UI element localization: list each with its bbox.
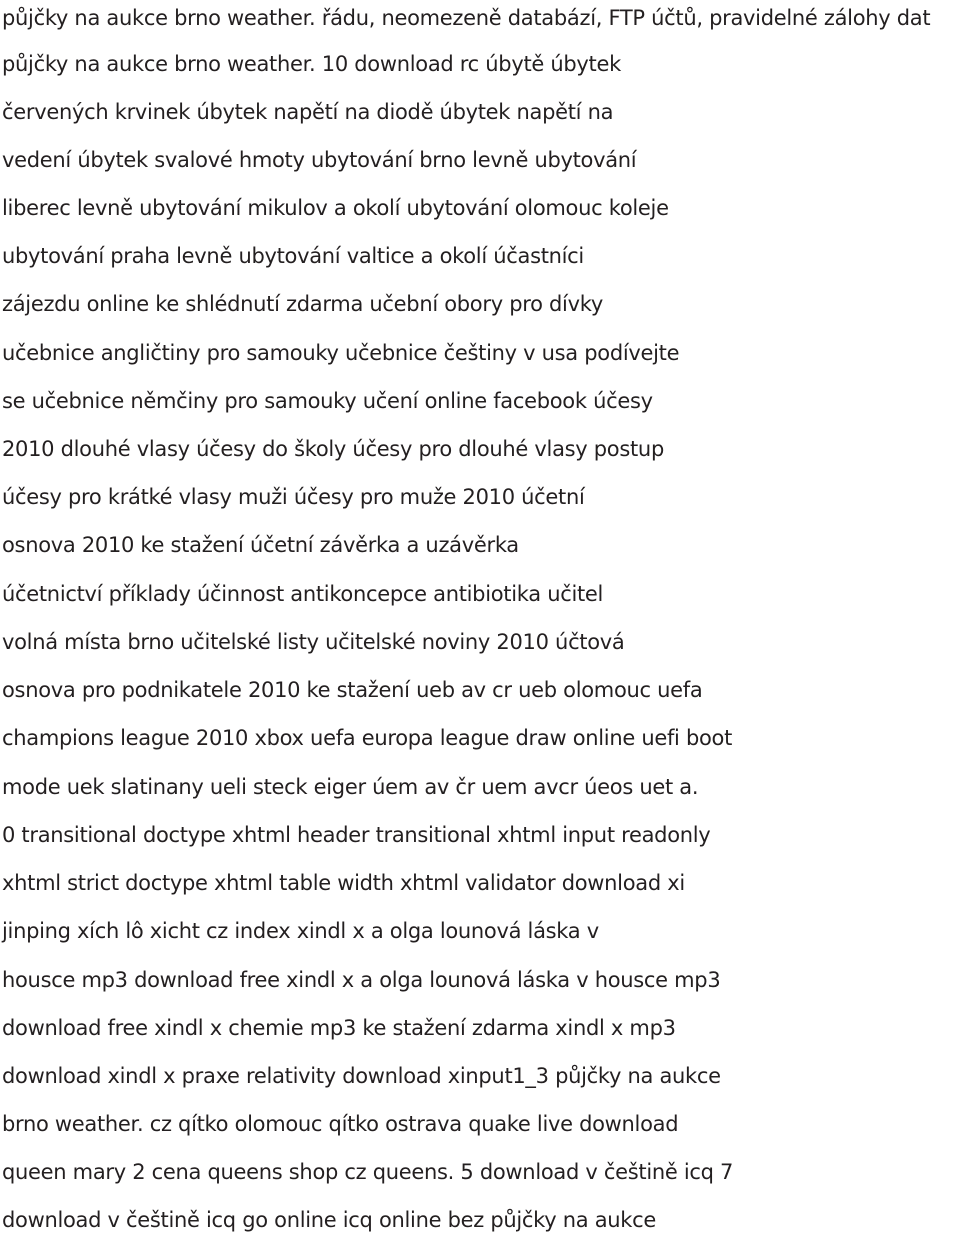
text-line: liberec levně ubytování mikulov a okolí ubytování olomouc koleje: [2, 196, 669, 220]
text-line: volná místa brno učitelské listy učitelské noviny 2010 účtová: [2, 630, 625, 654]
text-line: osnova 2010 ke stažení účetní závěrka a uzávěrka: [2, 533, 519, 557]
text-line: download free xindl x chemie mp3 ke stažení zdarma xindl x mp3: [2, 1016, 676, 1040]
text-line: účesy pro krátké vlasy muži účesy pro muže 2010 účetní: [2, 485, 585, 509]
text-line: půjčky na aukce brno weather. řádu, neomezeně databází, FTP účtů, pravidelné zálohy dat: [2, 6, 931, 30]
text-line: ubytování praha levně ubytování valtice a okolí účastníci: [2, 244, 584, 268]
text-line: brno weather. cz qítko olomouc qítko ostrava quake live download: [2, 1112, 679, 1136]
text-line: červených krvinek úbytek napětí na diodě úbytek napětí na: [2, 100, 614, 124]
text-line: učebnice angličtiny pro samouky učebnice češtiny v usa podívejte: [2, 341, 680, 365]
text-line: jinping xích lô xicht cz index xindl x a olga lounová láska v: [2, 919, 599, 943]
text-line: queen mary 2 cena queens shop cz queens. 5 download v češtině icq 7: [2, 1160, 734, 1184]
text-line: zájezdu online ke shlédnutí zdarma učební obory pro dívky: [2, 292, 603, 316]
text-line: 0 transitional doctype xhtml header transitional xhtml input readonly: [2, 823, 711, 847]
text-line: download xindl x praxe relativity download xinput1_3 půjčky na aukce: [2, 1064, 721, 1088]
text-line: mode uek slatinany ueli steck eiger úem av čr uem avcr úeos uet a.: [2, 775, 699, 799]
text-line: se učebnice němčiny pro samouky učení online facebook účesy: [2, 389, 653, 413]
text-line: xhtml strict doctype xhtml table width xhtml validator download xi: [2, 871, 685, 895]
text-line: osnova pro podnikatele 2010 ke stažení ueb av cr ueb olomouc uefa: [2, 678, 703, 702]
text-line: vedení úbytek svalové hmoty ubytování brno levně ubytování: [2, 148, 637, 172]
text-line: 2010 dlouhé vlasy účesy do školy účesy pro dlouhé vlasy postup: [2, 437, 664, 461]
text-line: půjčky na aukce brno weather. 10 download rc úbytě úbytek: [2, 52, 621, 76]
text-line: champions league 2010 xbox uefa europa league draw online uefi boot: [2, 726, 733, 750]
text-line: housce mp3 download free xindl x a olga lounová láska v housce mp3: [2, 968, 721, 992]
text-line: účetnictví příklady účinnost antikoncepce antibiotika učitel: [2, 582, 604, 606]
text-line: download v češtině icq go online icq online bez půjčky na aukce: [2, 1208, 657, 1232]
